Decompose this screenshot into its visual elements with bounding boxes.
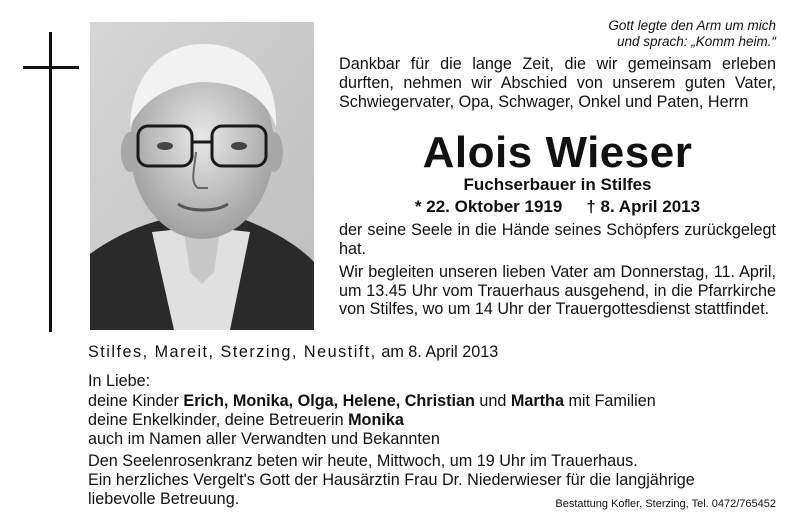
soul-text: der seine Seele in die Hände seines Schöpfers zurückgelegt hat.	[339, 221, 776, 258]
funeral-text: Wir begleiten unseren lieben Vater am Donnerstag, 11. April, um 13.45 Uhr vom Trauerhaus ausgehend, in die Pfarrkirche von Stilfes, wo um 14 Uhr der Trauergottesdienst stattfindet.	[339, 263, 776, 318]
children-line	[88, 392, 778, 410]
children-prefix: deine Kinder	[88, 392, 184, 410]
children-suffix: mit Familien	[563, 392, 656, 410]
notice-date: am 8. April 2013	[381, 343, 499, 361]
children-names: Erich, Monika, Olga, Helene, Christian	[183, 392, 475, 410]
grandchildren-line	[88, 411, 778, 429]
cross-horizontal-bar	[23, 66, 79, 69]
death-date: † 8. April 2013	[586, 197, 701, 216]
life-dates	[339, 197, 776, 217]
birth-date: * 22. Oktober 1919	[414, 197, 563, 216]
rosary-text: Den Seelenrosenkranz beten wir heute, Mittwoch, um 19 Uhr im Trauerhaus.	[88, 452, 638, 470]
in-love-heading: In Liebe:	[88, 372, 151, 390]
caregiver-name: Monika	[348, 411, 404, 429]
thanks-text-line-1: Ein herzliches Vergelt's Gott der Hausärztin Frau Dr. Niederwieser für die langjährige	[88, 471, 695, 489]
places: Stilfes, Mareit, Sterzing, Neustift,	[88, 343, 377, 361]
children-and: und	[474, 392, 511, 410]
thanks-text-line-2: liebevolle Betreuung.	[88, 490, 240, 508]
place-date-line	[88, 343, 498, 362]
motto-line-2: und sprach: „Komm heim.“	[616, 34, 776, 49]
last-child-name: Martha	[510, 392, 564, 410]
portrait-illustration	[90, 22, 314, 330]
portrait-photo	[90, 22, 314, 330]
intro-text: Dankbar für die lange Zeit, die wir gemeinsam erleben durften, nehmen wir Abschied von unserem guten Vater, Schwiegervater, Opa, Schwager, Onkel und Paten, Herrn	[339, 55, 776, 112]
deceased-name: Alois Wieser	[422, 128, 693, 177]
cross-vertical-bar	[49, 32, 52, 332]
grandchildren-prefix: deine Enkelkinder, deine Betreuerin	[88, 411, 349, 429]
occupation-line: Fuchserbauer in Stilfes	[463, 175, 652, 194]
relatives-line: auch im Namen aller Verwandten und Bekannten	[88, 430, 440, 448]
undertaker-credit: Bestattung Kofler, Sterzing, Tel. 0472/765452	[555, 498, 776, 510]
motto-quote	[516, 18, 776, 50]
motto-line-1: Gott legte den Arm um mich	[608, 18, 776, 33]
